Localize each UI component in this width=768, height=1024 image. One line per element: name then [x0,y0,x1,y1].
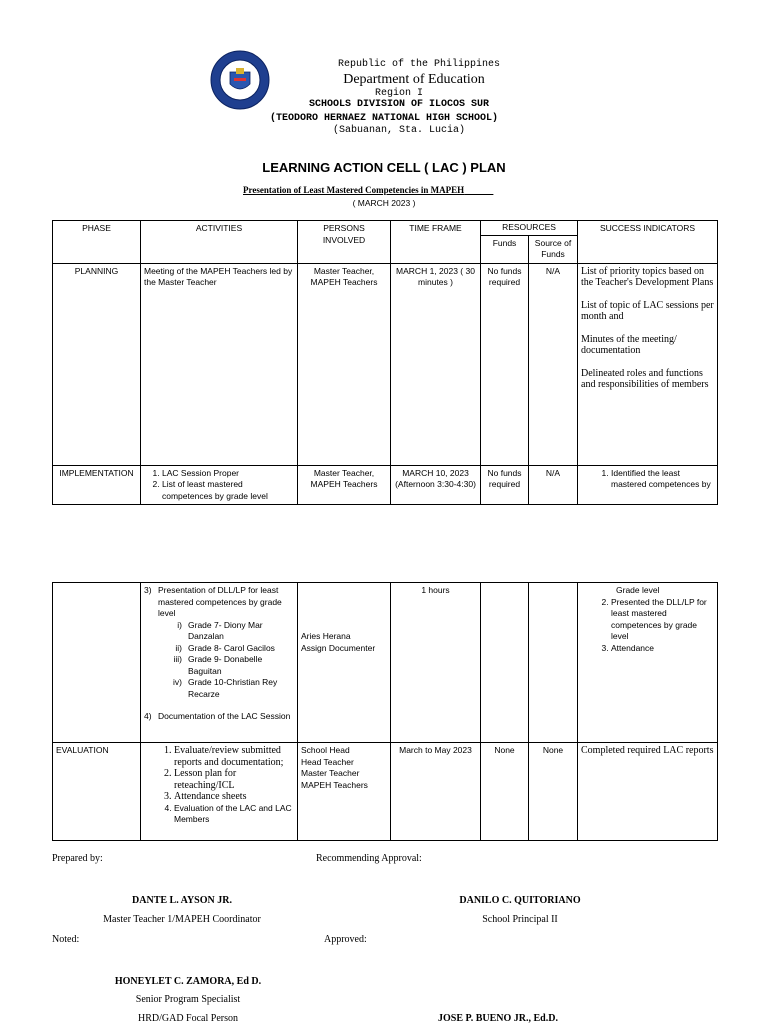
continued-success [578,583,718,743]
planning-phase: PLANNING [53,263,141,465]
evaluation-persons [298,743,391,841]
success-item: Minutes of the meeting/ documentation [581,333,677,356]
noted-label: Noted: [52,934,80,945]
person-item: Head Teacher [301,756,354,767]
activity-item: 1. LAC Session Proper [162,468,294,480]
region-line: Region I [374,88,423,99]
success-continued: Grade level [616,585,660,595]
table-row-planning [53,263,718,465]
page-subtitle: Presentation of Least Mastered Competencies in MAPEH [243,185,465,195]
activity-4: 4) Documentation of the LAC Session [144,711,291,721]
evaluation-success: Completed required LAC reports [578,743,718,841]
evaluation-activities [141,743,298,841]
person-item: Master Teacher [301,768,360,778]
implementation-persons: Master Teacher, MAPEH Teachers [298,465,391,505]
header-resources: RESOURCES [481,221,578,236]
month-label: ( MARCH 2023 ) [352,198,416,208]
activity-item: 2. List of least mastered competences by grade level [162,479,294,502]
list-item: ii) Grade 8- Carol Gacilos [175,642,275,653]
recommender-name: DANILO C. QUITORIANO [459,895,581,906]
implementation-activity-list [144,468,294,503]
recommending-approval-label: Recommending Approval: [316,853,422,864]
planning-activities: Meeting of the MAPEH Teachers led by the Master Teacher [141,263,298,465]
implementation-funds: No funds required [481,465,529,505]
person-item: MAPEH Teachers [301,779,368,790]
evaluation-source: None [529,743,578,841]
success-item: 1. Identified the least mastered competences by [611,468,714,491]
continued-time: 1 hours [391,583,481,743]
continued-persons [298,583,391,743]
documenter-role: Assign Documenter [301,642,376,653]
success-item: Delineated roles and functions and responsibilities of members [581,367,709,390]
header-funds: Funds [481,235,529,263]
noter-title-2: HRD/GAD Focal Person [138,1013,238,1024]
activity-3: 3) Presentation of DLL/LP for least mastered competences by grade level [144,585,282,618]
department-line: Department of Education [343,72,485,87]
header-source: Source of Funds [529,235,578,263]
planning-time: MARCH 1, 2023 ( 30 minutes ) [391,263,481,465]
header-time-frame: TIME FRAME [391,221,481,264]
empty-source-cell [529,583,578,743]
prepared-by-label: Prepared by: [52,853,103,864]
success-item: List of topic of LAC sessions per month and [581,299,714,322]
noter-name: HONEYLET C. ZAMORA, Ed D. [114,976,262,987]
preparer-title: Master Teacher 1/MAPEH Coordinator [103,914,261,925]
header-success: SUCCESS INDICATORS [578,221,718,264]
empty-funds-cell [481,583,529,743]
activity-item: 4. Evaluation of the LAC and LAC Members [174,803,294,826]
location-line: (Sabuanan, Sta. Lucia) [332,125,466,136]
activity-item: 2. Lesson plan for reteaching/ICL [174,768,294,791]
header-persons: PERSONS INVOLVED [298,221,391,264]
success-item: 3. Attendance [611,643,714,655]
list-item: i) Grade 7- Diony Mar Danzalan [177,619,263,641]
implementation-success-list [581,468,714,491]
success-item: 2. Presented the DLL/LP for least mastered competences by grade level [611,597,714,643]
continued-activities [141,583,298,743]
evaluation-phase: EVALUATION [53,743,141,841]
activity-item: 3. Attendance sheets [174,791,294,803]
evaluation-time: March to May 2023 [391,743,481,841]
page-title: LEARNING ACTION CELL ( LAC ) PLAN [262,160,506,175]
planning-persons: Master Teacher, MAPEH Teachers [298,263,391,465]
activity-item: 1. Evaluate/review submitted reports and documentation; [174,745,294,768]
approved-label: Approved: [324,934,367,945]
preparer-name: DANTE L. AYSON JR. [132,895,232,906]
success-item: List of priority topics based on the Teacher's Development Plans [581,265,714,288]
empty-phase-cell [53,583,141,743]
table-row-implementation [53,465,718,505]
division-line: SCHOOLS DIVISION OF ILOCOS SUR [308,99,490,110]
approver-name: JOSE P. BUENO JR., Ed.D. [438,1013,558,1024]
person-item: School Head [301,745,350,755]
documenter-name: Aries Herana [301,631,351,641]
evaluation-activity-list [144,745,294,826]
continued-success-list [581,597,714,655]
implementation-source: N/A [529,465,578,505]
table-row-implementation-continued [53,583,718,743]
grade-list [144,620,294,701]
evaluation-funds: None [481,743,529,841]
planning-funds: No funds required [481,263,529,465]
lac-plan-table-continued [52,582,718,841]
list-item: iii) Grade 9- Donabelle Baguitan [173,654,263,676]
implementation-success [578,465,718,505]
recommender-title: School Principal II [482,914,558,925]
lac-plan-table [52,220,718,505]
list-item: iv) Grade 10-Christian Rey Recarze [173,677,278,699]
implementation-activities [141,465,298,505]
republic-line: Republic of the Philippines [337,59,501,70]
header-activities: ACTIVITIES [141,221,298,264]
table-row-evaluation [53,743,718,841]
planning-source: N/A [529,263,578,465]
planning-success [578,263,718,465]
implementation-phase: IMPLEMENTATION [53,465,141,505]
header-phase: PHASE [53,221,141,264]
noter-title: Senior Program Specialist [135,994,241,1005]
school-line: (TEODORO HERNAEZ NATIONAL HIGH SCHOOL) [269,113,499,124]
implementation-time: MARCH 10, 2023 (Afternoon 3:30-4:30) [391,465,481,505]
